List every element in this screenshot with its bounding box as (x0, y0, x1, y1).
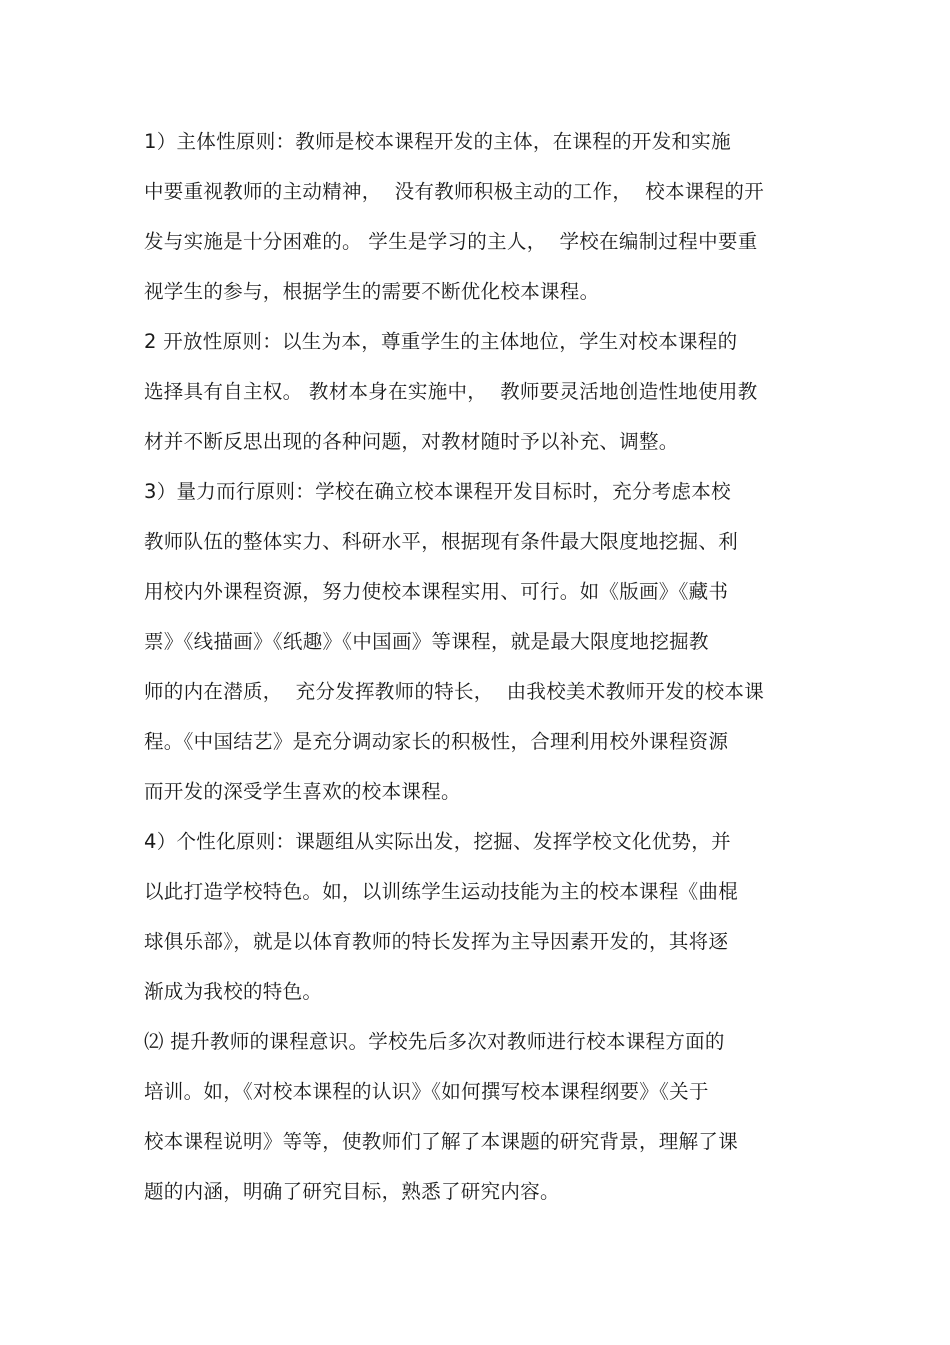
text-line: 1）主体性原则：教师是校本课程开发的主体，在课程的开发和实施 (144, 130, 731, 153)
text-line: 中要重视教师的主动精神， 没有教师积极主动的工作， 校本课程的开 (144, 180, 764, 203)
text-line: 而开发的深受学生喜欢的校本课程。 (144, 780, 461, 803)
text-line: ⑵ 提升教师的课程意识。学校先后多次对教师进行校本课程方面的 (144, 1030, 725, 1053)
text-line: 渐成为我校的特色。 (144, 980, 323, 1003)
text-line: 用校内外课程资源，努力使校本课程实用、可行。如《版画》《藏书 (144, 580, 729, 603)
text-line: 视学生的参与，根据学生的需要不断优化校本课程。 (144, 280, 600, 303)
text-line: 票》《线描画》《纸趣》《中国画》等课程，就是最大限度地挖掘教 (144, 630, 709, 653)
text-line: 材并不断反思出现的各种问题，对教材随时予以补充、调整。 (144, 430, 679, 453)
text-line: 以此打造学校特色。如，以训练学生运动技能为主的校本课程《曲棍 (144, 880, 739, 903)
text-line: 3）量力而行原则：学校在确立校本课程开发目标时，充分考虑本校 (144, 480, 731, 503)
text-line: 校本课程说明》等等，使教师们了解了本课题的研究背景，理解了课 (144, 1130, 739, 1153)
text-line: 教师队伍的整体实力、科研水平，根据现有条件最大限度地挖掘、利 (144, 530, 739, 553)
text-line: 题的内涵，明确了研究目标，熟悉了研究内容。 (144, 1180, 560, 1203)
text-line: 选择具有自主权。 教材本身在实施中， 教师要灵活地创造性地使用教 (144, 380, 758, 403)
text-line: 4）个性化原则：课题组从实际出发，挖掘、发挥学校文化优势，并 (144, 830, 731, 853)
text-line: 发与实施是十分困难的。 学生是学习的主人， 学校在编制过程中要重 (144, 230, 758, 253)
text-line: 2 开放性原则：以生为本，尊重学生的主体地位，学生对校本课程的 (144, 330, 738, 353)
text-line: 师的内在潜质， 充分发挥教师的特长， 由我校美术教师开发的校本课 (144, 680, 764, 703)
text-line: 程。《中国结艺》是充分调动家长的积极性，合理利用校外课程资源 (144, 730, 729, 753)
text-line: 球俱乐部》，就是以体育教师的特长发挥为主导因素开发的，其将逐 (144, 930, 729, 953)
text-line: 培训。如，《对校本课程的认识》《如何撰写校本课程纲要》《关于 (144, 1080, 709, 1103)
